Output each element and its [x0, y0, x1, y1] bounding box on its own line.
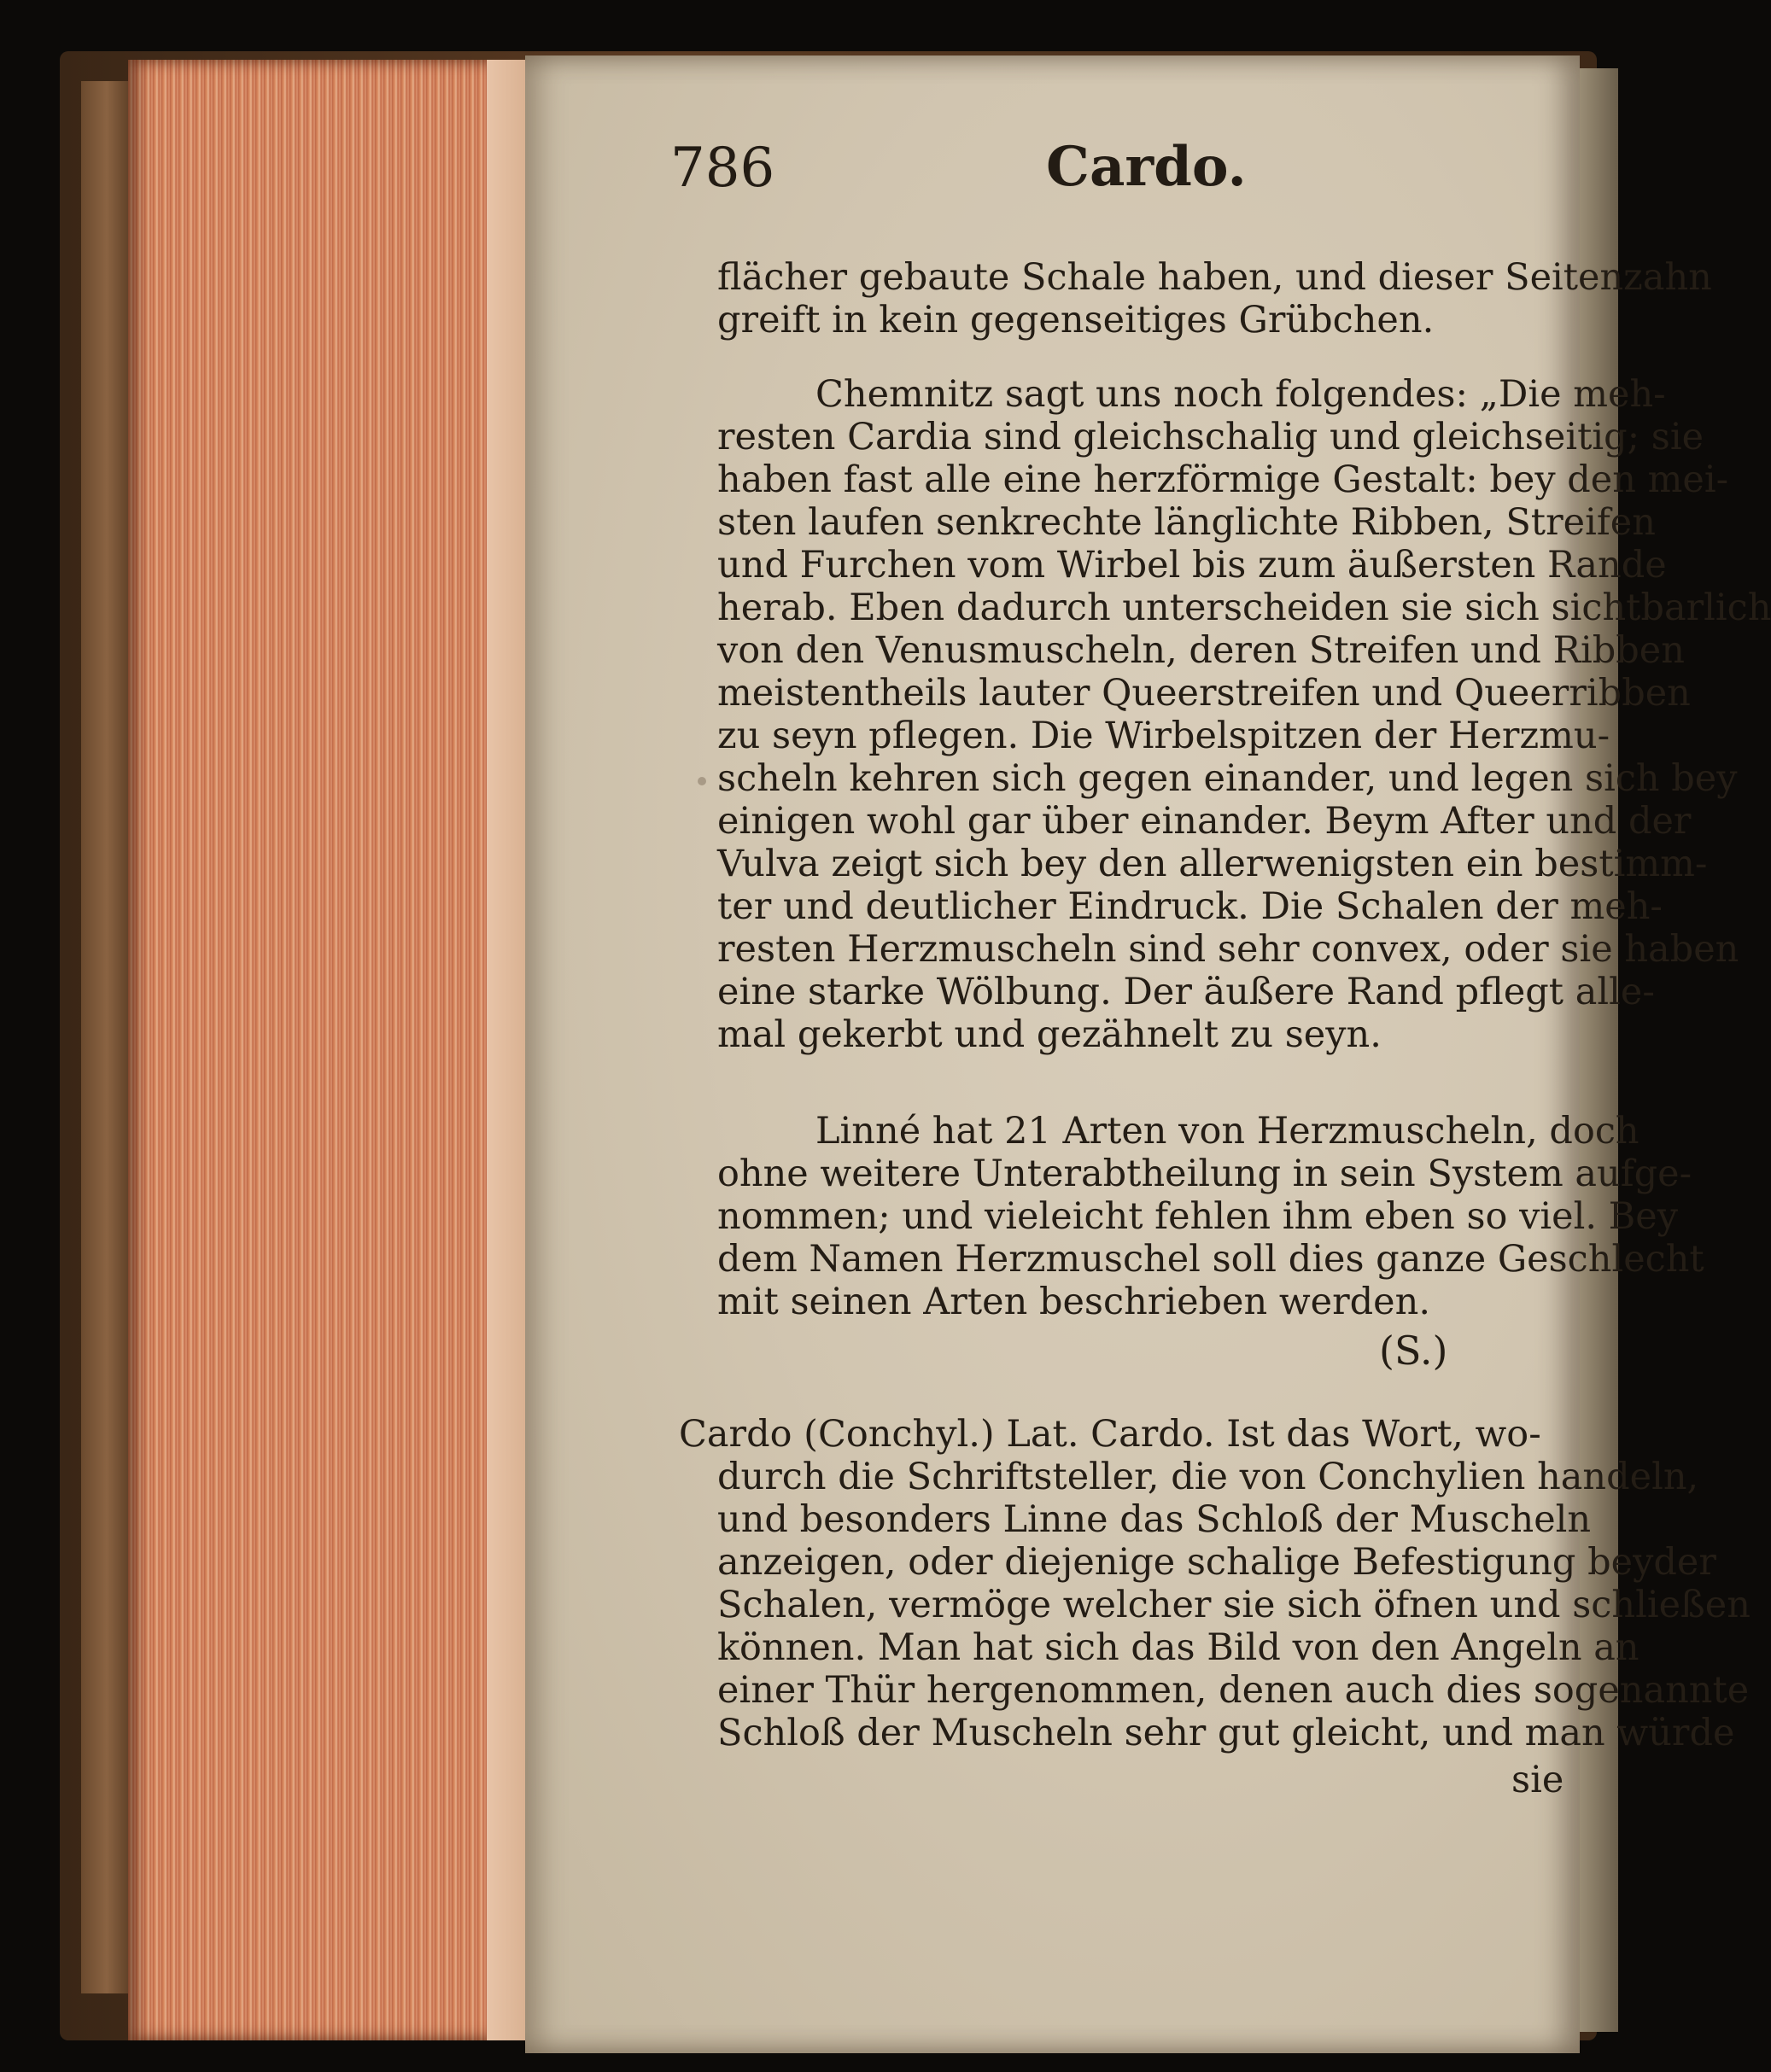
paper-spot [698, 777, 706, 785]
page-number: 786 [670, 137, 775, 200]
author-signature: (S.) [1379, 1328, 1448, 1374]
text-line: resten Cardia sind gleichschalig und gleichseitig; sie [717, 416, 1704, 458]
page-edges [128, 60, 529, 2040]
entry-line: und besonders Linne das Schloß der Muscheln [717, 1498, 1592, 1541]
book-spine-edge [81, 81, 132, 1993]
text-line: resten Herzmuscheln sind sehr convex, oder sie haben [717, 928, 1739, 971]
text-line: nommen; und vieleicht fehlen ihm eben so viel. Bey [717, 1195, 1679, 1238]
entry-line: können. Man hat sich das Bild von den Angeln an [717, 1626, 1639, 1669]
text-line: greift in kein gegenseitiges Grübchen. [717, 299, 1435, 341]
text-line: zu seyn pflegen. Die Wirbelspitzen der Herzmu- [717, 715, 1610, 757]
text-line: und Furchen vom Wirbel bis zum äußersten Rande [717, 544, 1667, 587]
text-line: Vulva zeigt sich bey den allerwenigsten ein bestimm- [717, 843, 1708, 885]
entry-line: Schloß der Muscheln sehr gut gleicht, und man würde [717, 1712, 1735, 1754]
text-line: mal gekerbt und gezähnelt zu seyn. [717, 1013, 1382, 1056]
text-line: meistentheils lauter Queerstreifen und Queerribben [717, 672, 1691, 715]
text-line: Chemnitz sagt uns noch folgendes: „Die meh- [815, 373, 1666, 416]
text-line: scheln kehren sich gegen einander, und legen sich bey [717, 757, 1738, 800]
text-line: einigen wohl gar über einander. Beym After und der [717, 800, 1692, 843]
entry-line: anzeigen, oder diejenige schalige Befestigung beyder [717, 1541, 1716, 1584]
text-line: herab. Eben dadurch unterscheiden sie sich sichtbarlich [717, 587, 1771, 629]
text-line: flächer gebaute Schale haben, und dieser Seitenzahn [717, 256, 1712, 299]
entry-line: einer Thür hergenommen, denen auch dies sogenannte [717, 1669, 1750, 1712]
text-line: haben fast alle eine herzförmige Gestalt: bey den mei- [717, 458, 1729, 501]
text-line: sten laufen senkrechte länglichte Ribben, Streifen [717, 501, 1656, 544]
text-line: von den Venusmuscheln, deren Streifen und Ribben [717, 629, 1685, 672]
text-line: mit seinen Arten beschrieben werden. [717, 1281, 1430, 1323]
text-line: dem Namen Herzmuschel soll dies ganze Geschlecht [717, 1238, 1704, 1281]
text-line: eine starke Wölbung. Der äußere Rand pflegt alle- [717, 971, 1655, 1013]
entry-line: durch die Schriftsteller, die von Conchylien handeln, [717, 1456, 1699, 1498]
text-line: ohne weitere Unterabtheilung in sein System aufge- [717, 1153, 1692, 1195]
catchword: sie [1511, 1759, 1564, 1801]
entry-line: Schalen, vermöge welcher sie sich öfnen und schließen [717, 1584, 1751, 1626]
entry-line: Cardo (Conchyl.) Lat. Cardo. Ist das Wort, wo- [679, 1413, 1541, 1456]
text-line: Linné hat 21 Arten von Herzmuscheln, doch [815, 1110, 1639, 1153]
running-header: Cardo. [1046, 135, 1247, 199]
text-line: ter und deutlicher Eindruck. Die Schalen der meh- [717, 885, 1663, 928]
